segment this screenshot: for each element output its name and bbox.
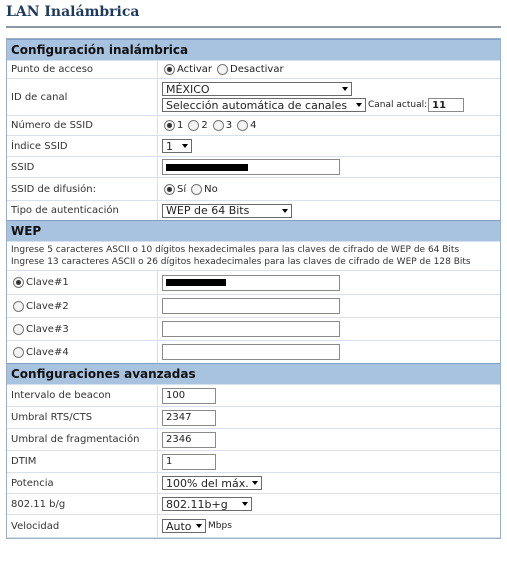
current-channel-value: 11: [428, 98, 464, 112]
mode-select[interactable]: [162, 497, 252, 511]
row-wep-key-2: [7, 294, 500, 317]
access-point-value: [158, 64, 500, 75]
row-wep-key-4: [7, 340, 500, 363]
chevron-down-icon: [356, 103, 362, 107]
chevron-down-icon: [182, 144, 188, 148]
row-broadcast: [7, 177, 500, 200]
dtim-input[interactable]: 1: [162, 454, 216, 470]
ssid-count-radio-1[interactable]: [164, 120, 175, 131]
rts-input[interactable]: 2347: [162, 410, 216, 426]
access-point-on-radio[interactable]: [164, 64, 175, 75]
beacon-label: Intervalo de beacon: [7, 385, 158, 406]
row-channel: [7, 78, 500, 115]
ssid-count-option-3: 3: [225, 120, 233, 131]
ssid-index-value: 1: [166, 139, 173, 153]
wep-key-4-input[interactable]: [162, 344, 340, 360]
frag-label: Umbral de fragmentación: [7, 429, 158, 450]
row-power: [7, 472, 500, 493]
access-point-label: Punto de acceso: [7, 61, 158, 78]
beacon-input[interactable]: 100: [162, 388, 216, 404]
ssid-index-label: Índice SSID: [7, 136, 158, 156]
row-rts: [7, 406, 500, 428]
wep-key-4-label: Clave#4: [26, 346, 69, 358]
country-select[interactable]: [162, 82, 352, 96]
redacted-ssid: [166, 164, 248, 171]
wep-info-64: Ingrese 5 caracteres ASCII o 10 dígitos hexadecimales para las claves de cifrado de WEP de 64 Bits: [7, 241, 500, 256]
wep-info-128: Ingrese 13 caracteres ASCII o 26 dígitos hexadecimales para las claves de cifrado de WEP de 128 Bits: [11, 257, 471, 267]
ssid-count-option-1: 1: [177, 120, 184, 131]
wep-key-4-radio[interactable]: [13, 347, 24, 358]
speed-label: Velocidad: [7, 515, 158, 537]
chevron-down-icon: [342, 87, 348, 91]
wep-key-3-label: Clave#3: [26, 323, 69, 335]
chevron-down-icon: [196, 524, 202, 528]
broadcast-no-label: No: [204, 183, 218, 195]
ssid-label: SSID: [7, 157, 158, 177]
title-divider: [6, 26, 501, 28]
section-wireless-title: Configuración inalámbrica: [7, 39, 500, 60]
section-wep-title: WEP: [7, 220, 500, 241]
chevron-down-icon: [252, 481, 258, 485]
speed-unit: Mbps: [208, 521, 232, 531]
channel-label: ID de canal: [7, 79, 158, 115]
chevron-down-icon: [282, 209, 288, 213]
section-advanced-title: Configuraciones avanzadas: [7, 363, 500, 384]
channel-mode-value: Selección automática de canales: [166, 98, 348, 112]
row-beacon: [7, 384, 500, 406]
channel-mode-select[interactable]: [162, 98, 366, 112]
wep-key-1-label: Clave#1: [26, 277, 69, 288]
chevron-down-icon: [242, 502, 248, 506]
auth-value: WEP de 64 Bits: [166, 204, 250, 217]
redacted-key: [166, 279, 226, 286]
frag-input[interactable]: 2346: [162, 432, 216, 448]
access-point-off-radio[interactable]: [217, 64, 228, 75]
row-frag: [7, 428, 500, 450]
power-select[interactable]: [162, 476, 262, 490]
ssid-count-option-4: 4: [250, 120, 257, 131]
wep-key-2-radio[interactable]: [13, 301, 24, 312]
ssid-index-select[interactable]: [162, 139, 192, 153]
ssid-count-radio-3[interactable]: [213, 120, 224, 131]
page-title: LAN Inalámbrica: [6, 4, 140, 20]
wep-key-3-radio[interactable]: [13, 324, 24, 335]
wep-key-2-label: Clave#2: [26, 300, 69, 312]
row-speed: [7, 514, 500, 538]
auth-label: Tipo de autenticación: [7, 201, 158, 220]
wep-key-1-input[interactable]: [162, 275, 340, 291]
wep-key-2-input[interactable]: [162, 298, 340, 314]
row-ssid: [7, 156, 500, 177]
access-point-off-label: Desactivar: [230, 64, 284, 75]
row-ssid-index: [7, 135, 500, 156]
country-select-value: MÉXICO: [166, 82, 210, 96]
rts-label: Umbral RTS/CTS: [7, 407, 158, 428]
ssid-count-radio-4[interactable]: [237, 120, 248, 131]
row-dtim: [7, 450, 500, 472]
row-wep-key-1: [7, 270, 500, 294]
row-wep-key-3: [7, 317, 500, 340]
speed-value: Auto: [166, 519, 192, 533]
wep-key-1-radio[interactable]: [13, 277, 24, 288]
auth-select[interactable]: [162, 204, 292, 218]
current-channel-label: Canal actual:: [368, 100, 428, 110]
power-value: 100% del máx.: [166, 476, 249, 490]
dtim-label: DTIM: [7, 451, 158, 472]
row-ssid-count: [7, 115, 500, 135]
wep-key-3-input[interactable]: [162, 321, 340, 337]
broadcast-yes-label: Sí: [177, 183, 187, 195]
mode-value: 802.11b+g: [166, 497, 228, 511]
broadcast-label: SSID de difusión:: [7, 178, 158, 200]
power-label: Potencia: [7, 473, 158, 493]
ssid-count-option-2: 2: [201, 120, 208, 131]
row-access-point: [7, 60, 500, 78]
broadcast-no-radio[interactable]: [191, 184, 202, 195]
ssid-input[interactable]: [162, 159, 340, 175]
mode-label: 802.11 b/g: [7, 494, 158, 514]
settings-panel: [6, 38, 501, 539]
row-auth: [7, 200, 500, 220]
ssid-count-radio-2[interactable]: [188, 120, 199, 131]
ssid-count-label: Número de SSID: [7, 116, 158, 135]
speed-select[interactable]: [162, 519, 206, 533]
broadcast-yes-radio[interactable]: [164, 184, 175, 195]
access-point-on-label: Activar: [177, 64, 213, 75]
row-mode: [7, 493, 500, 514]
